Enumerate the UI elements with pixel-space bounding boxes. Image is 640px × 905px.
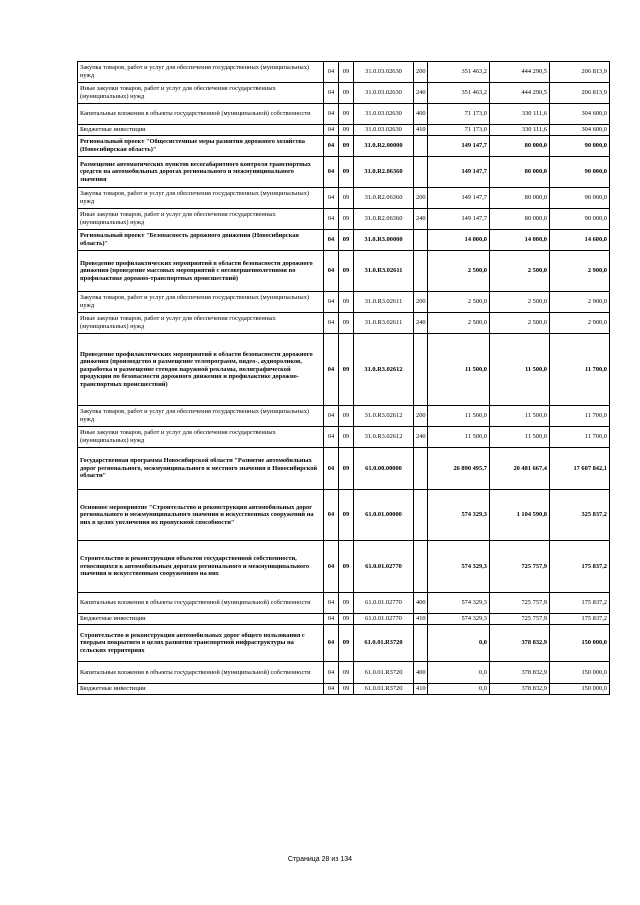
row-name: Бюджетные инвестиции (78, 125, 324, 136)
row-name: Бюджетные инвестиции (78, 684, 324, 695)
amount-year-3: 150 000,0 (550, 662, 610, 684)
amount-year-1: 0,0 (428, 625, 490, 662)
target-article-code: 31.0.R3.02611 (354, 251, 414, 292)
target-article-code: 31.0.R3.02611 (354, 292, 414, 313)
amount-year-1: 2 500,0 (428, 292, 490, 313)
page-number: Страница 28 из 134 (287, 856, 353, 863)
amount-year-1: 71 173,0 (428, 104, 490, 125)
amount-year-2: 725 757,9 (490, 593, 550, 614)
budget-table (77, 61, 610, 695)
row-name: Основное мероприятие "Строительство и реконструкция автомобильных дорог регионального и межмуниципального значения и искусственных сооружений на них в целях увеличения их пропускной способности" (78, 490, 324, 541)
section-code: 04 (324, 427, 339, 448)
amount-year-1: 11 500,0 (428, 406, 490, 427)
target-article-code: 61.0.01.00000 (354, 490, 414, 541)
target-article-code: 61.0.00.00000 (354, 448, 414, 490)
expense-type-code: 200 (414, 406, 428, 427)
expense-type-code: 240 (414, 83, 428, 104)
amount-year-1: 351 463,2 (428, 83, 490, 104)
amount-year-2: 2 500,0 (490, 292, 550, 313)
amount-year-3: 2 900,0 (550, 313, 610, 334)
subsection-code: 09 (339, 209, 354, 230)
expense-type-code: 410 (414, 125, 428, 136)
subsection-code: 09 (339, 541, 354, 593)
section-code: 04 (324, 136, 339, 157)
section-code: 04 (324, 593, 339, 614)
expense-type-code (414, 136, 428, 157)
amount-year-2: 378 832,9 (490, 684, 550, 695)
expense-type-code (414, 251, 428, 292)
expense-type-code: 240 (414, 209, 428, 230)
target-article-code: 61.0.01.R3720 (354, 662, 414, 684)
expense-type-code: 410 (414, 614, 428, 625)
target-article-code: 31.0.R3.02612 (354, 427, 414, 448)
amount-year-2: 725 757,9 (490, 614, 550, 625)
row-name: Закупка товаров, работ и услуг для обеспечения государственных (муниципальных) нужд (78, 62, 324, 83)
target-article-code: 61.0.01.02770 (354, 541, 414, 593)
amount-year-3: 90 000,0 (550, 209, 610, 230)
amount-year-1: 149 147,7 (428, 188, 490, 209)
amount-year-2: 80 000,0 (490, 188, 550, 209)
subsection-code: 09 (339, 427, 354, 448)
table-row (78, 541, 610, 593)
section-code: 04 (324, 541, 339, 593)
amount-year-3: 11 700,0 (550, 406, 610, 427)
expense-type-code: 200 (414, 62, 428, 83)
subsection-code: 09 (339, 448, 354, 490)
section-code: 04 (324, 334, 339, 406)
target-article-code: 31.0.R3.02612 (354, 406, 414, 427)
subsection-code: 09 (339, 136, 354, 157)
table-row (78, 406, 610, 427)
table-row (78, 136, 610, 157)
subsection-code: 09 (339, 593, 354, 614)
amount-year-2: 11 500,0 (490, 334, 550, 406)
expense-type-code: 240 (414, 427, 428, 448)
section-code: 04 (324, 662, 339, 684)
subsection-code: 09 (339, 230, 354, 251)
table-row (78, 662, 610, 684)
row-name: Капитальные вложения в объекты государственной (муниципальной) собственности (78, 662, 324, 684)
amount-year-3: 17 607 842,1 (550, 448, 610, 490)
expense-type-code (414, 334, 428, 406)
amount-year-2: 378 832,9 (490, 662, 550, 684)
amount-year-2: 11 500,0 (490, 406, 550, 427)
row-name: Закупка товаров, работ и услуг для обеспечения государственных (муниципальных) нужд (78, 292, 324, 313)
expense-type-code: 400 (414, 593, 428, 614)
amount-year-2: 2 500,0 (490, 313, 550, 334)
amount-year-1: 0,0 (428, 684, 490, 695)
table-row (78, 125, 610, 136)
amount-year-3: 150 000,0 (550, 684, 610, 695)
subsection-code: 09 (339, 313, 354, 334)
row-name: Иные закупки товаров, работ и услуг для обеспечения государственных (муниципальных) нужд (78, 427, 324, 448)
row-name: Капитальные вложения в объекты государственной (муниципальной) собственности (78, 104, 324, 125)
amount-year-1: 574 329,3 (428, 490, 490, 541)
row-name: Капитальные вложения в объекты государственной (муниципальной) собственности (78, 593, 324, 614)
target-article-code: 31.0.03.02630 (354, 83, 414, 104)
subsection-code: 09 (339, 334, 354, 406)
table-row (78, 313, 610, 334)
amount-year-1: 574 329,3 (428, 593, 490, 614)
expense-type-code (414, 230, 428, 251)
row-name: Иные закупки товаров, работ и услуг для обеспечения государственных (муниципальных) нужд (78, 83, 324, 104)
amount-year-1: 574 329,3 (428, 614, 490, 625)
expense-type-code: 200 (414, 292, 428, 313)
row-name: Закупка товаров, работ и услуг для обеспечения государственных (муниципальных) нужд (78, 188, 324, 209)
table-row (78, 334, 610, 406)
row-name: Иные закупки товаров, работ и услуг для обеспечения государственных (муниципальных) нужд (78, 313, 324, 334)
row-name: Проведение профилактических мероприятий в области безопасности дорожного движения (проведение массовых мероприятий с несовершеннолетними по профилактике дорожно-транспортных происшествий) (78, 251, 324, 292)
table-row (78, 684, 610, 695)
target-article-code: 31.0.R2.00000 (354, 136, 414, 157)
amount-year-2: 14 000,0 (490, 230, 550, 251)
table-row (78, 62, 610, 83)
subsection-code: 09 (339, 62, 354, 83)
amount-year-3: 14 600,0 (550, 230, 610, 251)
amount-year-3: 175 837,2 (550, 593, 610, 614)
subsection-code: 09 (339, 125, 354, 136)
subsection-code: 09 (339, 406, 354, 427)
table-row (78, 593, 610, 614)
row-name: Строительство и реконструкция автомобильных дорог общего пользования с твердым покрытием в целях развития транспортной инфраструктуры на сельских территориях (78, 625, 324, 662)
expense-type-code (414, 490, 428, 541)
section-code: 04 (324, 251, 339, 292)
expense-type-code (414, 448, 428, 490)
amount-year-2: 1 104 590,8 (490, 490, 550, 541)
table-row (78, 614, 610, 625)
target-article-code: 31.0.R3.02611 (354, 313, 414, 334)
amount-year-1: 574 329,3 (428, 541, 490, 593)
section-code: 04 (324, 188, 339, 209)
target-article-code: 31.0.03.02630 (354, 62, 414, 83)
target-article-code: 31.0.R2.06360 (354, 188, 414, 209)
section-code: 04 (324, 313, 339, 334)
amount-year-2: 20 481 667,4 (490, 448, 550, 490)
amount-year-2: 330 111,6 (490, 104, 550, 125)
section-code: 04 (324, 614, 339, 625)
amount-year-3: 325 837,2 (550, 490, 610, 541)
expense-type-code: 410 (414, 684, 428, 695)
amount-year-3: 90 000,0 (550, 157, 610, 188)
section-code: 04 (324, 230, 339, 251)
table-row (78, 292, 610, 313)
amount-year-3: 304 600,0 (550, 125, 610, 136)
target-article-code: 31.0.R3.00000 (354, 230, 414, 251)
table-row (78, 188, 610, 209)
section-code: 04 (324, 62, 339, 83)
subsection-code: 09 (339, 188, 354, 209)
amount-year-2: 80 000,0 (490, 157, 550, 188)
subsection-code: 09 (339, 251, 354, 292)
target-article-code: 31.0.R2.06360 (354, 157, 414, 188)
amount-year-2: 330 111,6 (490, 125, 550, 136)
expense-type-code: 400 (414, 662, 428, 684)
amount-year-2: 444 290,5 (490, 83, 550, 104)
amount-year-3: 175 837,2 (550, 614, 610, 625)
amount-year-3: 150 000,0 (550, 625, 610, 662)
expense-type-code (414, 157, 428, 188)
row-name: Строительство и реконструкция объектов государственной собственности, относящихся к автомобильным дорогам регионального и межмуниципального значения и искусственным сооружениям на них (78, 541, 324, 593)
subsection-code: 09 (339, 292, 354, 313)
table-row (78, 104, 610, 125)
table-row (78, 625, 610, 662)
section-code: 04 (324, 625, 339, 662)
row-name: Проведение профилактических мероприятий в области безопасности дорожного движения (производство и размещение телепрограмм, видео-, аудиороликов, разработка и размещение стендов наружной рекламы, полиграфической продукции по безопасности дорожного движения и профилактике дорожно-транспортных происшествий) (78, 334, 324, 406)
amount-year-3: 2 900,0 (550, 292, 610, 313)
subsection-code: 09 (339, 490, 354, 541)
table-row (78, 448, 610, 490)
amount-year-3: 90 000,0 (550, 136, 610, 157)
section-code: 04 (324, 209, 339, 230)
amount-year-1: 2 500,0 (428, 313, 490, 334)
amount-year-3: 206 813,9 (550, 62, 610, 83)
subsection-code: 09 (339, 614, 354, 625)
amount-year-3: 206 813,9 (550, 83, 610, 104)
subsection-code: 09 (339, 104, 354, 125)
amount-year-3: 11 700,0 (550, 334, 610, 406)
expense-type-code (414, 541, 428, 593)
target-article-code: 31.0.R2.06360 (354, 209, 414, 230)
amount-year-1: 149 147,7 (428, 157, 490, 188)
subsection-code: 09 (339, 662, 354, 684)
amount-year-3: 175 837,2 (550, 541, 610, 593)
row-name: Бюджетные инвестиции (78, 614, 324, 625)
target-article-code: 31.0.03.02630 (354, 125, 414, 136)
section-code: 04 (324, 490, 339, 541)
amount-year-1: 11 500,0 (428, 334, 490, 406)
target-article-code: 61.0.01.R3720 (354, 684, 414, 695)
row-name: Закупка товаров, работ и услуг для обеспечения государственных (муниципальных) нужд (78, 406, 324, 427)
table-row (78, 83, 610, 104)
amount-year-3: 2 900,0 (550, 251, 610, 292)
section-code: 04 (324, 104, 339, 125)
table-row (78, 157, 610, 188)
target-article-code: 61.0.01.02770 (354, 593, 414, 614)
section-code: 04 (324, 125, 339, 136)
table-row (78, 230, 610, 251)
amount-year-1: 14 000,0 (428, 230, 490, 251)
section-code: 04 (324, 292, 339, 313)
row-name: Государственная программа Новосибирской области "Развитие автомобильных дорог регионального, межмуниципального и местного значения в Новосибирской области" (78, 448, 324, 490)
row-name: Иные закупки товаров, работ и услуг для обеспечения государственных (муниципальных) нужд (78, 209, 324, 230)
expense-type-code: 200 (414, 188, 428, 209)
subsection-code: 09 (339, 83, 354, 104)
amount-year-2: 444 290,5 (490, 62, 550, 83)
amount-year-1: 2 500,0 (428, 251, 490, 292)
amount-year-2: 80 000,0 (490, 136, 550, 157)
amount-year-2: 725 757,9 (490, 541, 550, 593)
amount-year-2: 2 500,0 (490, 251, 550, 292)
section-code: 04 (324, 448, 339, 490)
amount-year-2: 11 500,0 (490, 427, 550, 448)
row-name: Региональный проект "Безопасность дорожного движения (Новосибирская область)" (78, 230, 324, 251)
amount-year-1: 149 147,7 (428, 136, 490, 157)
amount-year-1: 351 463,2 (428, 62, 490, 83)
row-name: Размещение автоматических пунктов весогабаритного контроля транспортных средств на автомобильных дорогах регионального и межмуниципального значения (78, 157, 324, 188)
target-article-code: 31.0.03.02630 (354, 104, 414, 125)
amount-year-1: 71 173,0 (428, 125, 490, 136)
section-code: 04 (324, 406, 339, 427)
amount-year-1: 0,0 (428, 662, 490, 684)
table-row (78, 490, 610, 541)
table-row (78, 427, 610, 448)
amount-year-3: 11 700,0 (550, 427, 610, 448)
amount-year-2: 378 832,9 (490, 625, 550, 662)
subsection-code: 09 (339, 157, 354, 188)
section-code: 04 (324, 684, 339, 695)
table-row (78, 251, 610, 292)
subsection-code: 09 (339, 625, 354, 662)
table-row (78, 209, 610, 230)
amount-year-1: 11 500,0 (428, 427, 490, 448)
amount-year-1: 26 890 495,7 (428, 448, 490, 490)
section-code: 04 (324, 157, 339, 188)
target-article-code: 31.0.R3.02612 (354, 334, 414, 406)
expense-type-code (414, 625, 428, 662)
subsection-code: 09 (339, 684, 354, 695)
amount-year-3: 304 600,0 (550, 104, 610, 125)
target-article-code: 61.0.01.02770 (354, 614, 414, 625)
row-name: Региональный проект "Общесистемные меры развития дорожного хозяйства (Новосибирская область)" (78, 136, 324, 157)
amount-year-1: 149 147,7 (428, 209, 490, 230)
target-article-code: 61.0.01.R3720 (354, 625, 414, 662)
section-code: 04 (324, 83, 339, 104)
amount-year-3: 90 000,0 (550, 188, 610, 209)
expense-type-code: 400 (414, 104, 428, 125)
expense-type-code: 240 (414, 313, 428, 334)
amount-year-2: 80 000,0 (490, 209, 550, 230)
